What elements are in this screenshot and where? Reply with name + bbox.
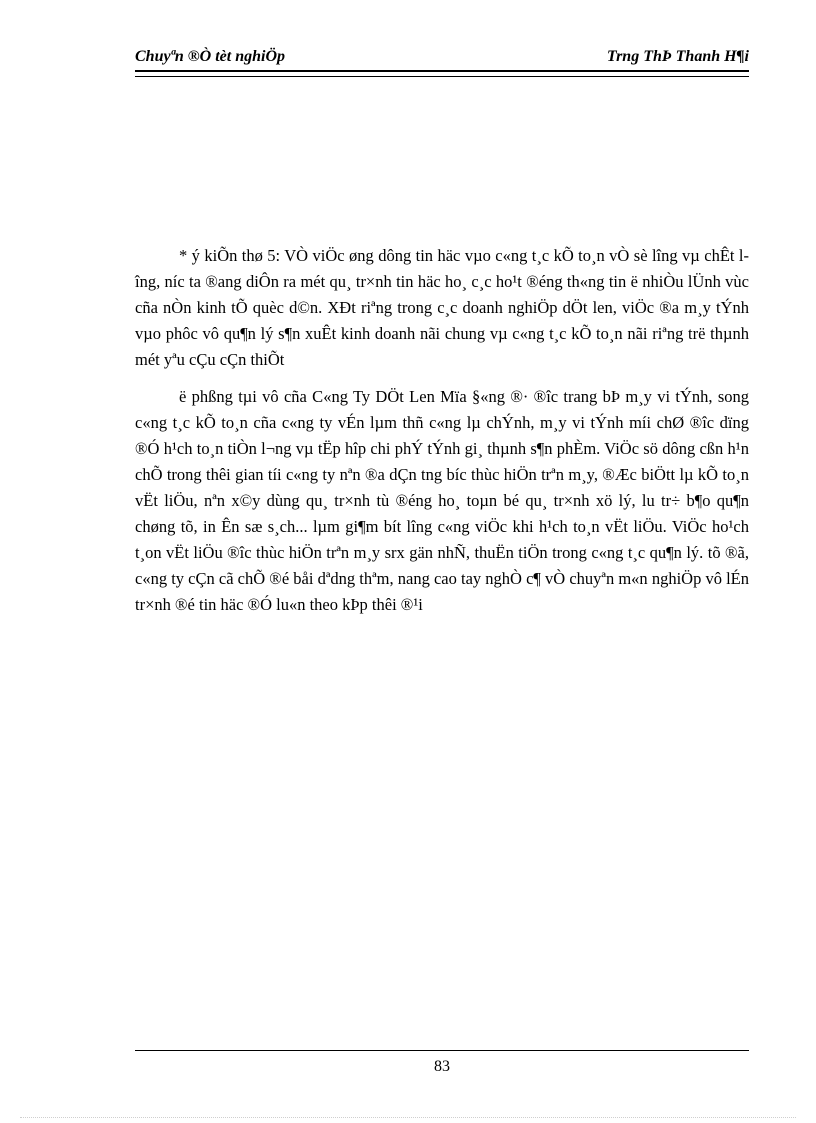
page-edge-dotted-line — [20, 1117, 796, 1118]
body-text — [135, 243, 749, 629]
header-divider — [135, 70, 749, 77]
author-name: Trng ThÞ Thanh H¶i — [606, 48, 749, 65]
page-header — [135, 48, 749, 70]
document-title: Chuyªn ®Ò tèt nghiÖp — [135, 48, 286, 65]
paragraph: * ý kiÕn thø 5: VÒ viÖc øng dông tin häc vµo c«ng t¸c kÕ to¸n vÒ sè lîng vµ chÊt lîng, níc ta ®ang diÔn ra mét qu¸ tr×nh tin häc ho¸ c¸c ho¹t ®éng th«ng tin ë nhiÒu lÜnh vùc cña nÒn kinh tÕ quèc d©n. XÐt riªng trong c¸c doanh nghiÖp dÖt len, viÖc ®a m¸y tÝnh vµo phôc vô qu¶n lý s¶n xuÊt kinh doanh nãi chung vµ c«ng t¸c kÕ to¸n nãi riªng trë thµnh mét yªu cÇu cÇn thiÕt — [135, 246, 749, 369]
footer-divider — [135, 1050, 749, 1051]
paragraph: ë phßng tµi vô cña C«ng Ty DÖt Len Mïa §«ng ®· ®îc trang bÞ m¸y vi tÝnh, song c«ng t¸c kÕ to¸n cña c«ng ty vÉn lµm thñ c«ng lµ chÝnh, m¸y vi tÝnh míi chØ ®îc dïng ®Ó h¹ch to¸n tiÒn l¬ng vµ tËp hîp chi phÝ tÝnh gi¸ thµnh s¶n phÈm. ViÖc sö dông cßn h¹n chÕ trong thêi gian tíi c«ng ty nªn ®a dÇn tng bíc thùc hiÖn trªn m¸y, ®Æc biÖtt lµ kÕ to¸n vËt liÖu, nªn x©y dùng qu¸ tr×nh tù ®éng ho¸ toµn bé qu¸ tr×nh xö lý, lu tr÷ b¶o qu¶n chøng tõ, in Ên sæ s¸ch... lµm gi¶m bít lîng c«ng viÖc khi h¹ch to¸n vËt liÖu. ViÖc ho¹ch t¸on vËt liÖu ®îc thùc hiÖn trªn m¸y srx gän nhÑ, thuËn tiÖn trong c«ng t¸c qu¶n lý. tõ ®ã, c«ng ty cÇn cã chÕ ®é båi dªdng thªm, nang cao tay nghÒ c¶ vÒ chuyªn m«n nghiÖp vô lÉn tr×nh ®é tin häc ®Ó lu«n theo kÞp thêi ®¹i — [135, 387, 749, 614]
page-number: 83 — [434, 1058, 450, 1075]
